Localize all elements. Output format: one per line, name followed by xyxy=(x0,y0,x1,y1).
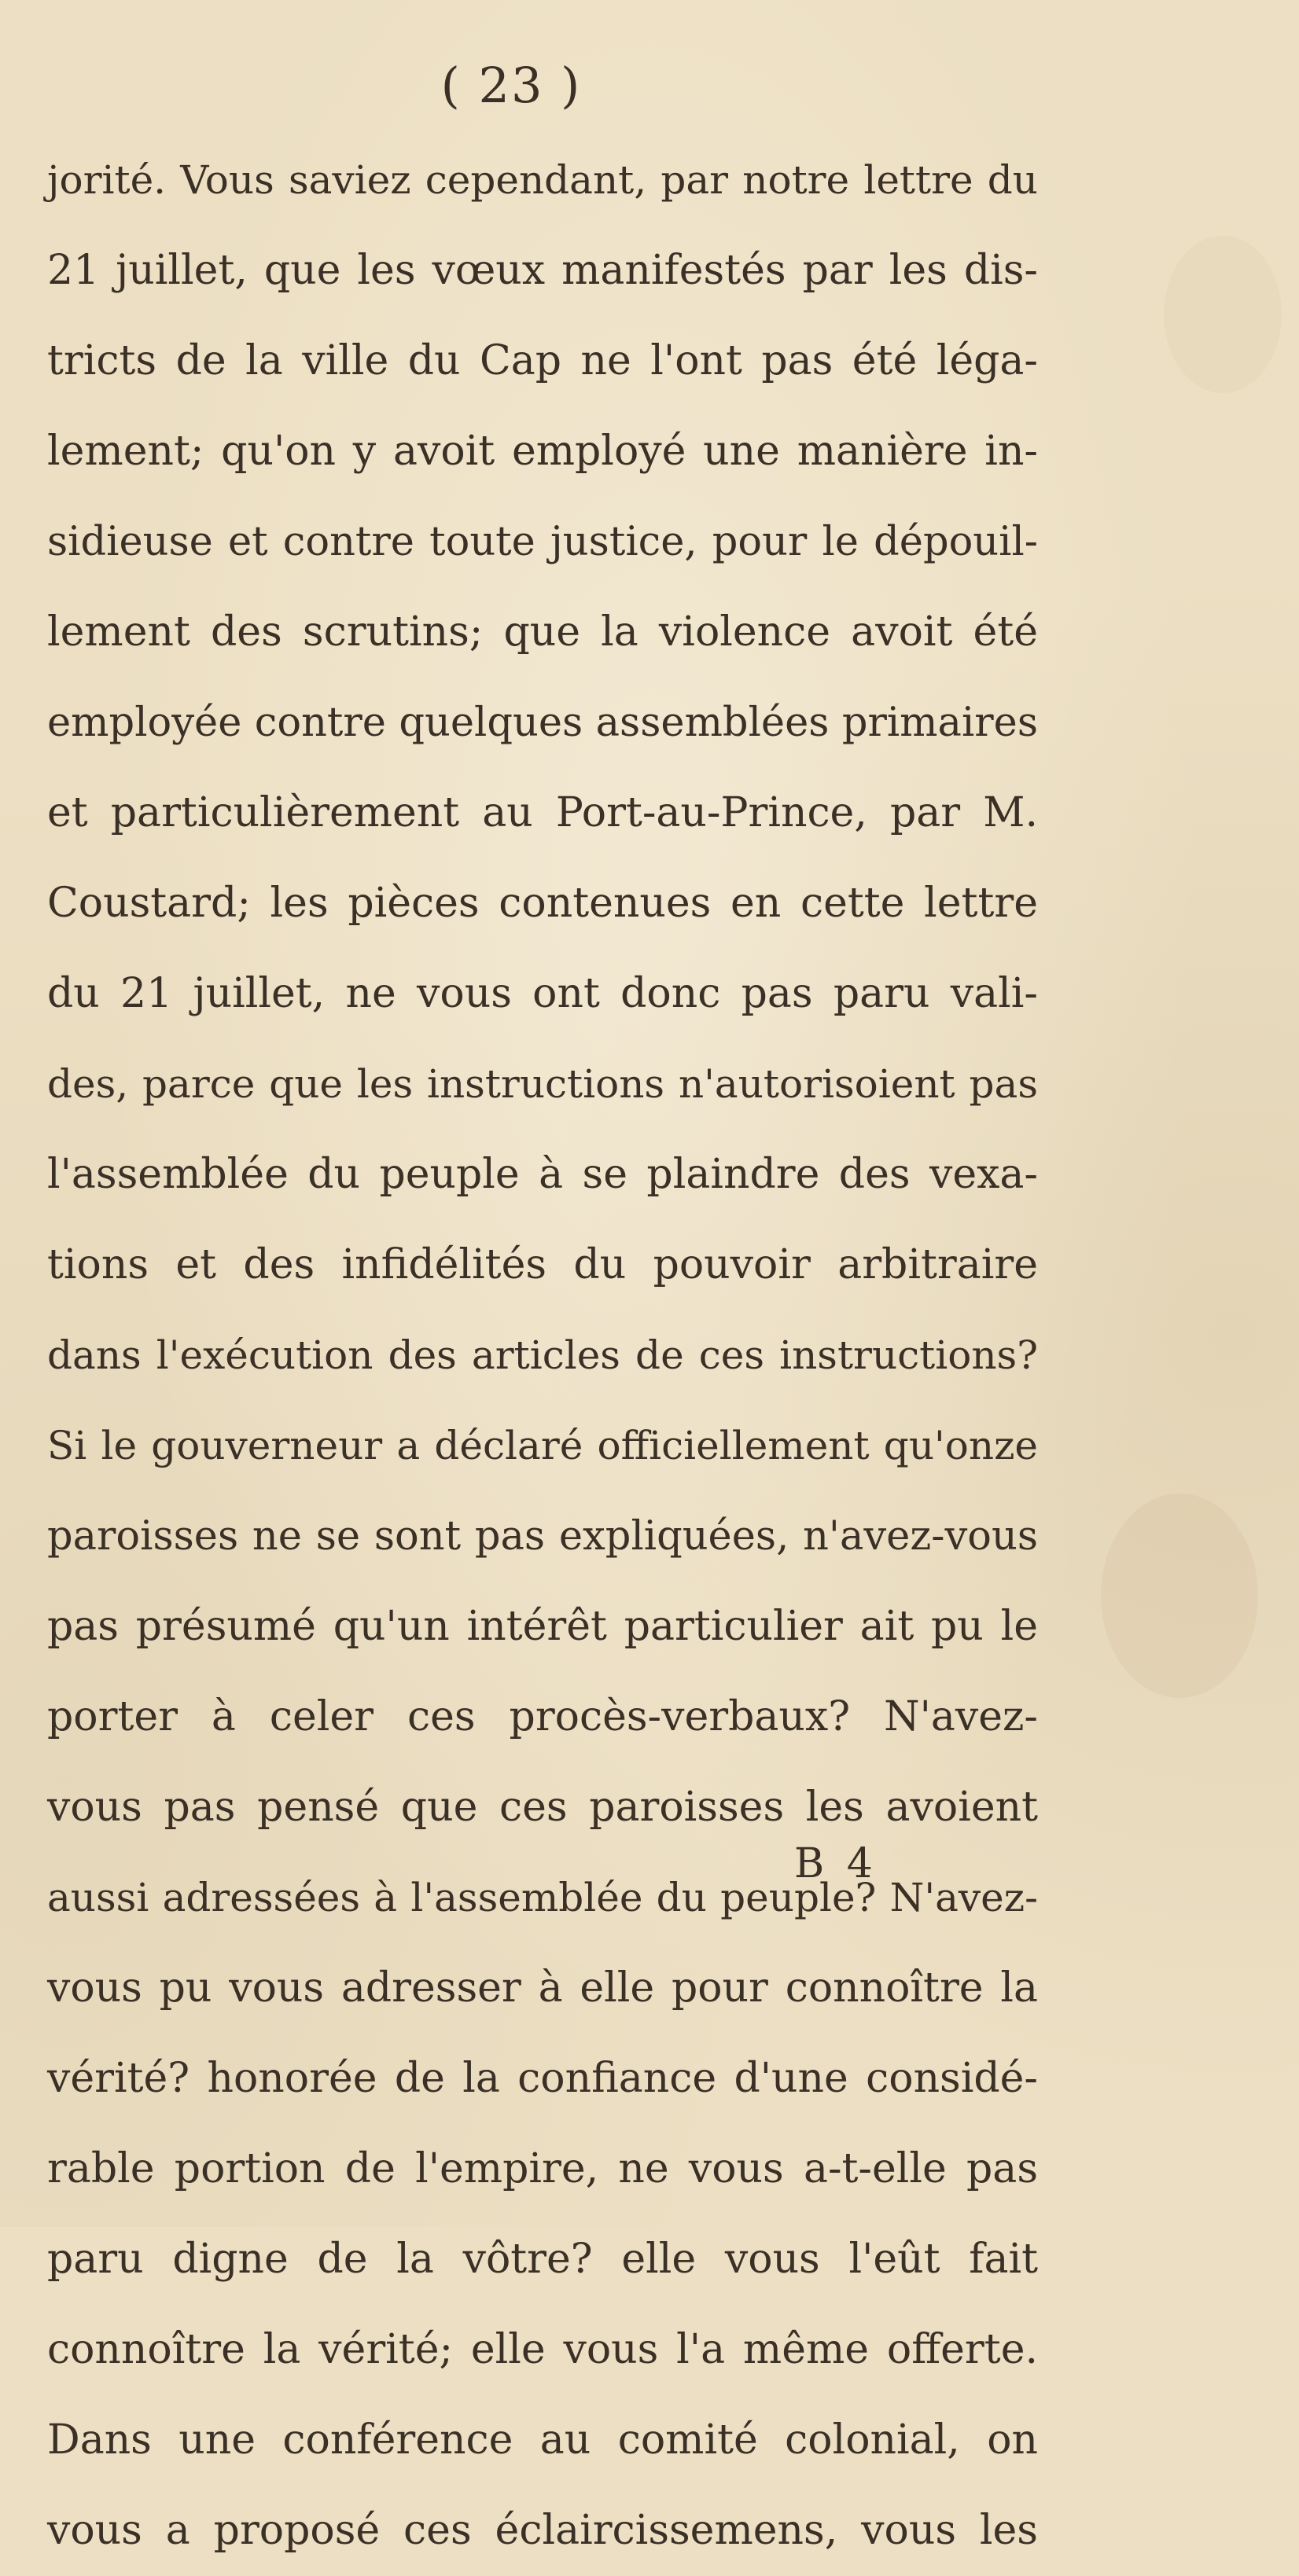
text-line: tions et des infidélités du pouvoir arbitraire xyxy=(47,1241,1038,1288)
text-line: vérité? honorée de la confiance d'une considé- xyxy=(47,2055,1038,2102)
text-line: vous a proposé ces éclaircissemens, vous les xyxy=(47,2507,1038,2554)
text-line: aussi adressées à l'assemblée du peuple? N'avez- xyxy=(47,1875,1038,1920)
paper-stain xyxy=(1164,236,1282,393)
text-line: l'assemblée du peuple à se plaindre des vexa- xyxy=(47,1151,1038,1198)
body-text xyxy=(47,135,1038,2576)
text-line: connoître la vérité; elle vous l'a même offerte. xyxy=(47,2326,1038,2373)
text-line: rable portion de l'empire, ne vous a-t-elle pas xyxy=(47,2145,1038,2192)
text-line: Si le gouverneur a déclaré officiellement qu'onze xyxy=(47,1423,1038,1468)
text-line: vous pu vous adresser à elle pour connoître la xyxy=(47,1964,1038,2012)
text-line: porter à celer ces procès-verbaux? N'avez- xyxy=(47,1693,1038,1740)
text-line: paroisses ne se sont pas expliquées, n'avez-vous xyxy=(47,1513,1038,1560)
page-number: ( 23 ) xyxy=(440,57,582,114)
text-line: Dans une conférence au comité colonial, on xyxy=(47,2416,1038,2464)
text-line: lement; qu'on y avoit employé une manière in- xyxy=(47,428,1038,475)
text-line: dans l'exécution des articles de ces instructions? xyxy=(47,1332,1038,1378)
signature-mark: B 4 xyxy=(794,1840,878,1887)
text-line: sidieuse et contre toute justice, pour le dépouil- xyxy=(47,519,1038,565)
text-line: vous pas pensé que ces paroisses les avoient xyxy=(47,1784,1038,1831)
text-line: du 21 juillet, ne vous ont donc pas paru vali- xyxy=(47,970,1038,1017)
text-line: pas présumé qu'un intérêt particulier ait pu le xyxy=(47,1603,1038,1650)
paper-stain xyxy=(1101,1494,1258,1698)
text-line: tricts de la ville du Cap ne l'ont pas été léga- xyxy=(47,337,1038,384)
text-line: 21 juillet, que les vœux manifestés par les dis- xyxy=(47,247,1038,294)
text-line: lement des scrutins; que la violence avoit été xyxy=(47,608,1038,656)
text-line: et particulièrement au Port-au-Prince, par M. xyxy=(47,789,1038,836)
text-line: Coustard; les pièces contenues en cette lettre xyxy=(47,880,1038,927)
text-line: employée contre quelques assemblées primaires xyxy=(47,700,1038,746)
text-line: des, parce que les instructions n'autorisoient pas xyxy=(47,1061,1038,1107)
text-line: paru digne de la vôtre? elle vous l'eût fait xyxy=(47,2236,1038,2283)
text-line: jorité. Vous saviez cependant, par notre lettre du xyxy=(47,157,1038,203)
